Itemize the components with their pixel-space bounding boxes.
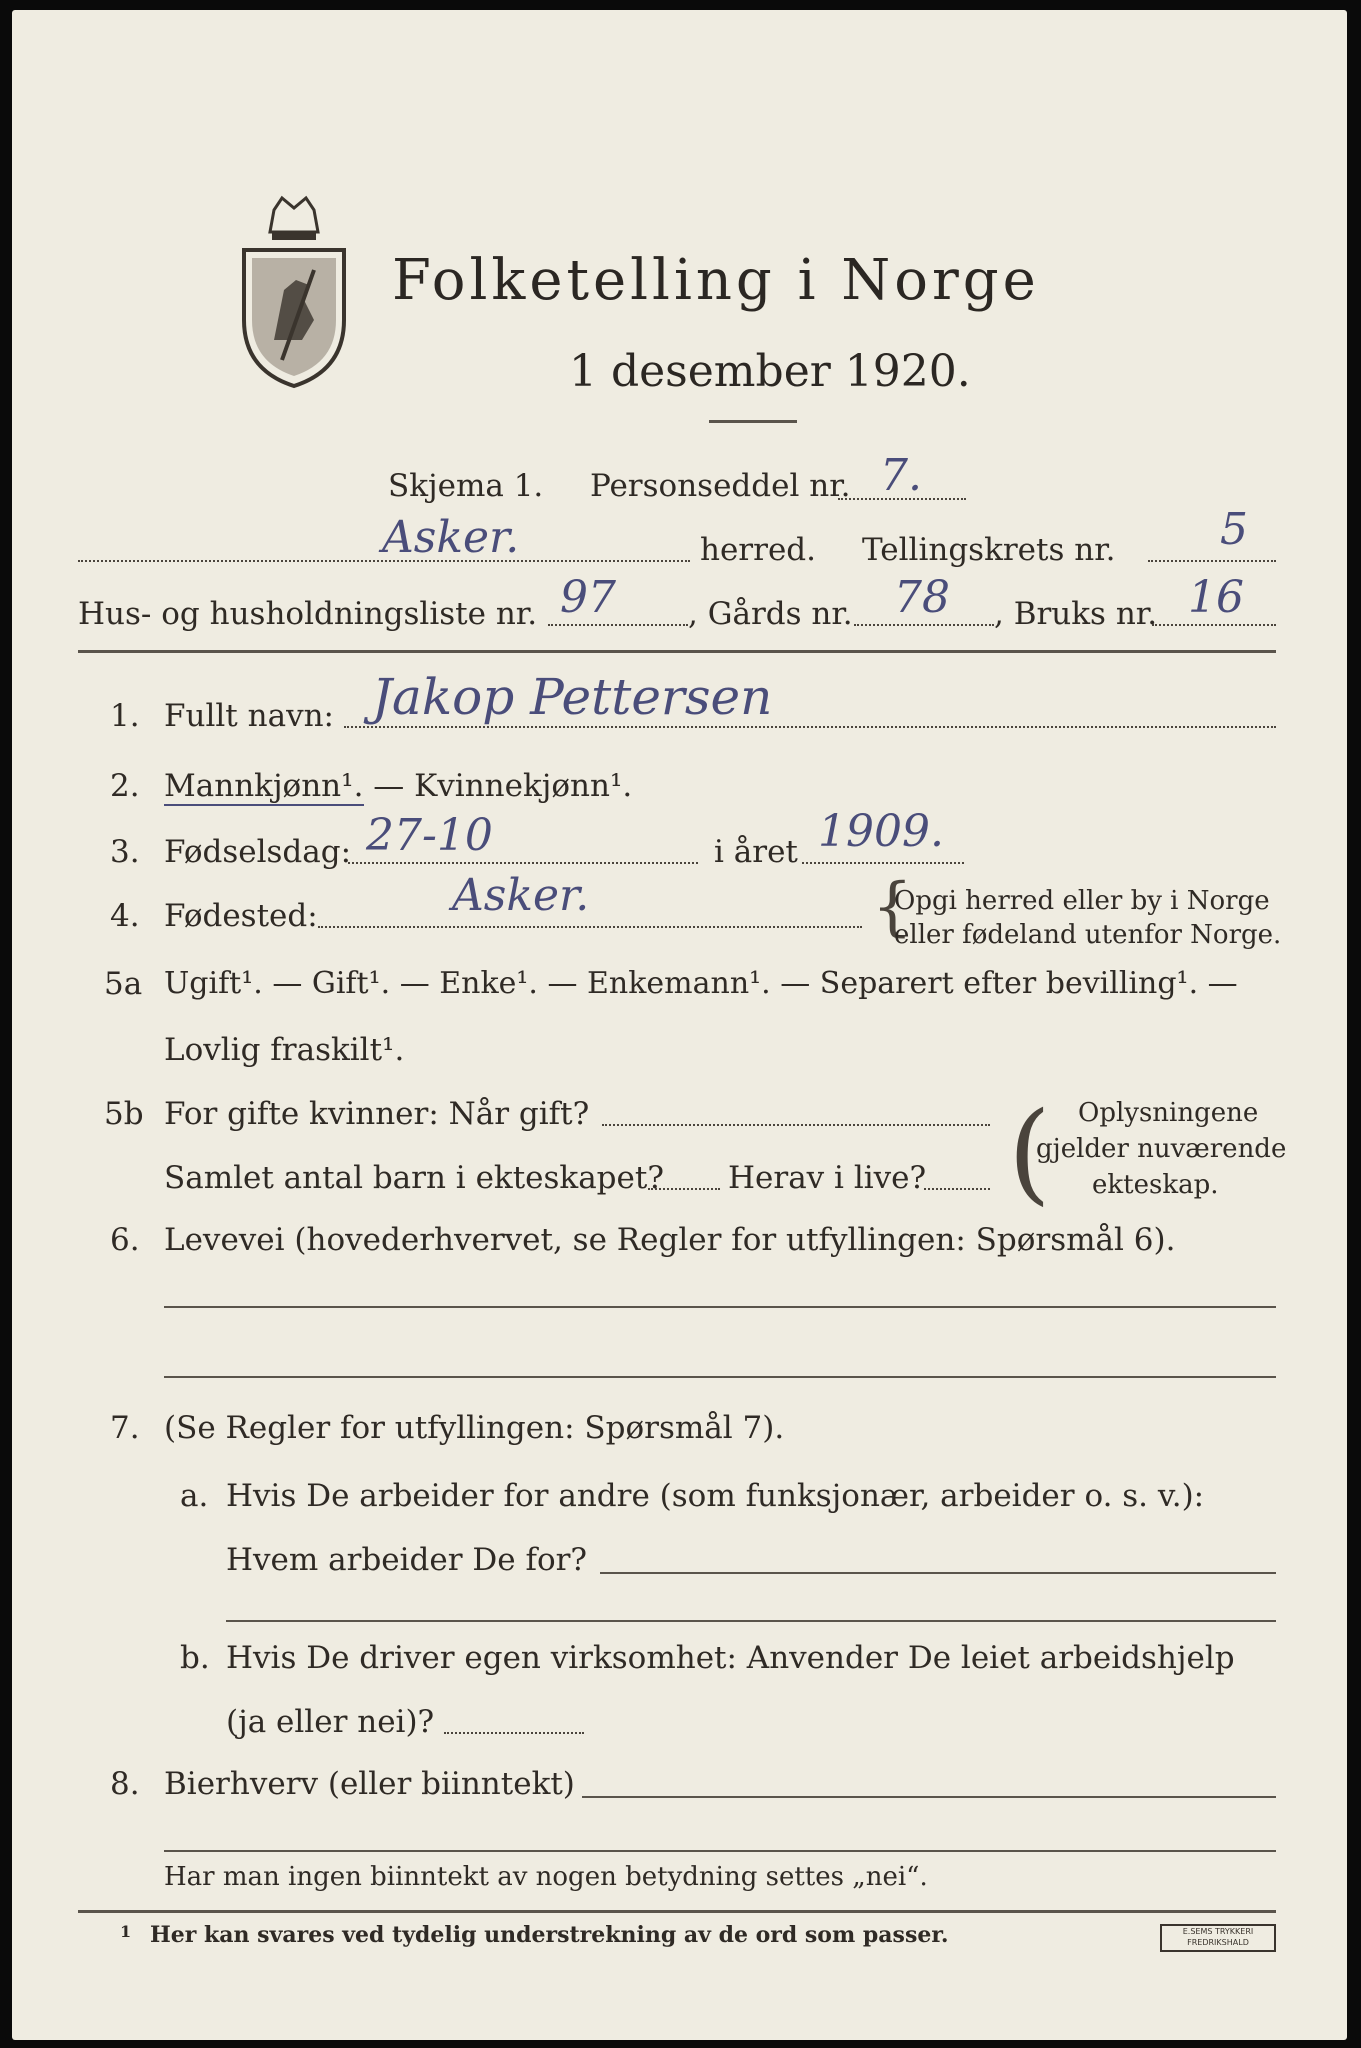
q8-label: Bierhverv (eller biinntekt) xyxy=(164,1766,575,1802)
q4-note-line1: Opgi herred eller by i Norge xyxy=(894,886,1270,916)
q8-number: 8. xyxy=(110,1766,140,1802)
full-name-value[interactable]: Jakop Pettersen xyxy=(372,668,773,726)
q7b-letter: b. xyxy=(180,1640,210,1676)
employer-line[interactable] xyxy=(600,1572,1276,1574)
occupation-line-1[interactable] xyxy=(164,1306,1276,1308)
footer-divider xyxy=(78,1910,1276,1913)
q5a-number: 5a xyxy=(104,966,143,1002)
q5b-line1: For gifte kvinner: Når gift? xyxy=(164,1096,590,1132)
q5b-note-line2: gjelder nuværende xyxy=(1036,1134,1287,1164)
husliste-label: Hus- og husholdningsliste nr. xyxy=(78,596,538,632)
q7b-line1: Hvis De driver egen virksomhet: Anvender De leiet arbeidshjelp xyxy=(226,1640,1235,1676)
q3-number: 3. xyxy=(110,834,140,870)
employer-line-2[interactable] xyxy=(226,1620,1276,1622)
gards-label: , Gårds nr. xyxy=(688,596,853,632)
q5b-note-line1: Oplysningene xyxy=(1078,1098,1259,1128)
q4-number: 4. xyxy=(110,898,140,934)
personseddel-label: Personseddel nr. xyxy=(590,468,851,504)
year-label: i året xyxy=(714,834,798,870)
q6-label: Levevei (hovederhvervet, se Regler for utfyllingen: Spørsmål 6). xyxy=(164,1222,1176,1258)
bruks-value[interactable]: 16 xyxy=(1188,572,1244,623)
side-income-note: Har man ingen biinntekt av nogen betydning settes „nei“. xyxy=(164,1862,928,1892)
bruks-label: , Bruks nr. xyxy=(994,596,1158,632)
q1-label: Fullt navn: xyxy=(164,698,334,734)
birth-year-value[interactable]: 1909. xyxy=(818,806,944,857)
gender-options: Mannkjønn¹. — Kvinnekjønn¹. xyxy=(164,768,633,804)
census-date: 1 desember 1920. xyxy=(569,346,971,397)
husliste-value[interactable]: 97 xyxy=(560,572,616,623)
census-form-page xyxy=(12,10,1347,2040)
q7a-letter: a. xyxy=(180,1478,209,1514)
herred-value[interactable]: Asker. xyxy=(382,512,520,563)
form-title: Folketelling i Norge xyxy=(392,248,1040,313)
skjema-label: Skjema 1. xyxy=(388,468,544,504)
q1-number: 1. xyxy=(110,698,140,734)
tellingskrets-label: Tellingskrets nr. xyxy=(862,532,1116,568)
q4-note-brace: { xyxy=(872,870,913,944)
marital-status-line2: Lovlig fraskilt¹. xyxy=(164,1032,405,1068)
herred-label: herred. xyxy=(700,532,816,568)
q7a-line2: Hvem arbeider De for? xyxy=(226,1542,588,1578)
q4-note-line2: eller fødeland utenfor Norge. xyxy=(894,920,1282,950)
q5b-alive-label: Herav i live? xyxy=(728,1160,927,1196)
q6-number: 6. xyxy=(110,1222,140,1258)
footnote-mark: 1 xyxy=(120,1922,132,1941)
gards-value[interactable]: 78 xyxy=(894,572,950,623)
birthplace-value[interactable]: Asker. xyxy=(452,870,590,921)
side-income-line-2[interactable] xyxy=(164,1850,1276,1852)
q2-number: 2. xyxy=(110,768,140,804)
q7a-line1: Hvis De arbeider for andre (som funksjonær, arbeider o. s. v.): xyxy=(226,1478,1205,1514)
q5b-number: 5b xyxy=(104,1096,144,1132)
tellingskrets-value[interactable]: 5 xyxy=(1220,504,1248,555)
q7-label: (Se Regler for utfyllingen: Spørsmål 7). xyxy=(164,1410,785,1446)
q5b-children-label: Samlet antal barn i ekteskapet? xyxy=(164,1160,664,1196)
header-divider xyxy=(78,650,1276,653)
q4-label: Fødested: xyxy=(164,898,318,934)
side-income-line[interactable] xyxy=(582,1796,1276,1798)
personseddel-value[interactable]: 7. xyxy=(880,450,922,501)
marital-status-options: Ugift¹. — Gift¹. — Enke¹. — Enkemann¹. — Separert efter bevilling¹. — xyxy=(164,966,1238,1001)
q5b-note-brace: ( xyxy=(1008,1088,1051,1216)
printer-stamp: E.SEMS TRYKKERI FREDRIKSHALD xyxy=(1160,1924,1276,1952)
q3-label: Fødselsdag: xyxy=(164,834,352,870)
q7b-line2: (ja eller nei)? xyxy=(226,1704,435,1740)
title-divider xyxy=(709,420,797,423)
birthdate-value[interactable]: 27-10 xyxy=(366,810,493,861)
q5b-note-line3: ekteskap. xyxy=(1092,1170,1219,1200)
footnote-text: Her kan svares ved tydelig understrekning av de ord som passer. xyxy=(150,1922,949,1948)
mannkjonn-underline xyxy=(164,804,364,806)
norway-coat-of-arms-icon xyxy=(234,190,354,394)
q7-number: 7. xyxy=(110,1410,140,1446)
occupation-line-2[interactable] xyxy=(164,1376,1276,1378)
